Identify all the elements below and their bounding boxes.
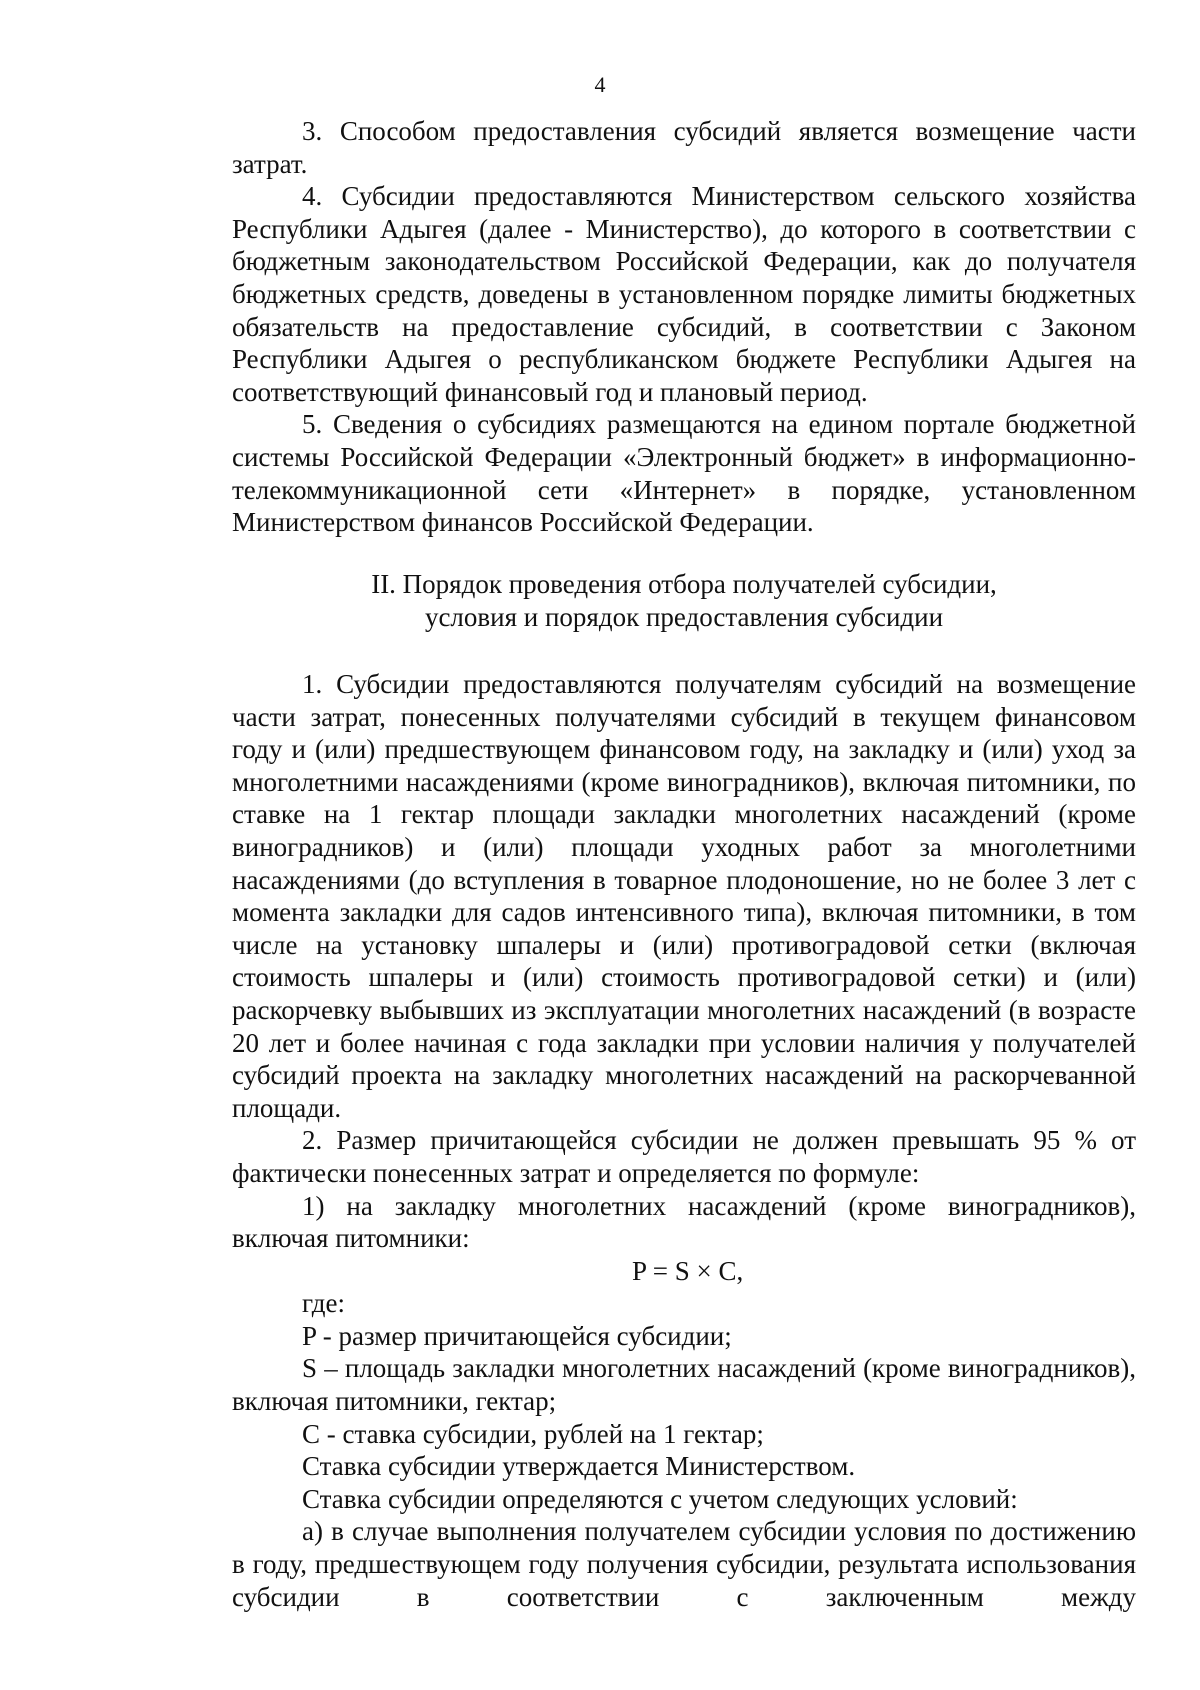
- paragraph-section2-item-1: 1. Субсидии предоставляются получателям субсидий на возмещение части затрат, понесенных получателями субсидий в текущем финансовом году и (или) предшествующем финансовом году, на закладку и (или) уход за многолетними насаждениями (кроме виноградников), включая питомники, по ставке на 1 гектар площади закладки многолетних насаждений (кроме виноградников) и (или) площади уходных работ за многолетними насаждениями (до вступления в товарное плодоношение, но не более 3 лет с момента закладки для садов интенсивного типа), включая питомники, в том числе на установку шпалеры и (или) противоградовой сетки (включая стоимость шпалеры и (или) стоимость противоградовой сетки) и (или) раскорчевку выбывших из эксплуатации многолетних насаждений (в возрасте 20 лет и более начиная с года закладки при условии наличия у получателей субсидий проекта на закладку многолетних насаждений на раскорчеванной площади.: [232, 669, 1136, 1123]
- formula: P = S × C,: [632, 1255, 744, 1286]
- paragraph-item-4: 4. Субсидии предоставляются Министерством сельского хозяйства Республики Адыгея (далее - Министерство), до которого в соответствии с бюджетным законодательством Российской Федерации, как до получателя бюджетных средств, доведены в установленном порядке лимиты бюджетных обязательств на предоставление субсидий, в соответствии с Законом Республики Адыгея о республиканском бюджете Республики Адыгея на соответствующий финансовый год и плановый период.: [232, 181, 1136, 407]
- condition-a: а) в случае выполнения получателем субсидии условия по достижению в году, предшествующем году получения субсидии, результата использования субсидии в соответствии с заключенным между: [232, 1516, 1136, 1612]
- paragraph-item-5: 5. Сведения о субсидиях размещаются на едином портале бюджетной системы Российской Федерации «Электронный бюджет» в информационно-телекоммуникационной сети «Интернет» в порядке, установленном Министерством финансов Российской Федерации.: [232, 409, 1136, 538]
- rate-approved-text: Ставка субсидии утверждается Министерством.: [302, 1451, 856, 1482]
- paragraph-section2-item-2: 2. Размер причитающейся субсидии не должен превышать 95 % от фактически понесенных затрат и определяется по формуле:: [232, 1125, 1136, 1188]
- definition-c: C - ставка субсидии, рублей на 1 гектар;: [302, 1418, 764, 1449]
- section-1-text: [232, 115, 1136, 539]
- definition-p: P - размер причитающейся субсидии;: [302, 1320, 732, 1351]
- page-number: 4: [594, 72, 606, 97]
- where-label: где:: [302, 1288, 345, 1319]
- definition-s: S – площадь закладки многолетних насаждений (кроме виноградников), включая питомники, гектар;: [232, 1353, 1136, 1417]
- section-2-heading: [232, 568, 1136, 633]
- section-heading-line-2: условия и порядок предоставления субсидии: [424, 601, 944, 632]
- section-2-text: [232, 668, 1136, 1613]
- rate-conditions-text: Ставка субсидии определяются с учетом следующих условий:: [302, 1483, 1018, 1514]
- paragraph-item-3: 3. Способом предоставления субсидий является возмещение части затрат.: [232, 116, 1136, 179]
- paragraph-subitem-1: 1) на закладку многолетних насаждений (кроме виноградников), включая питомники:: [232, 1190, 1136, 1254]
- section-heading-line-1: II. Порядок проведения отбора получателей субсидии,: [371, 569, 997, 599]
